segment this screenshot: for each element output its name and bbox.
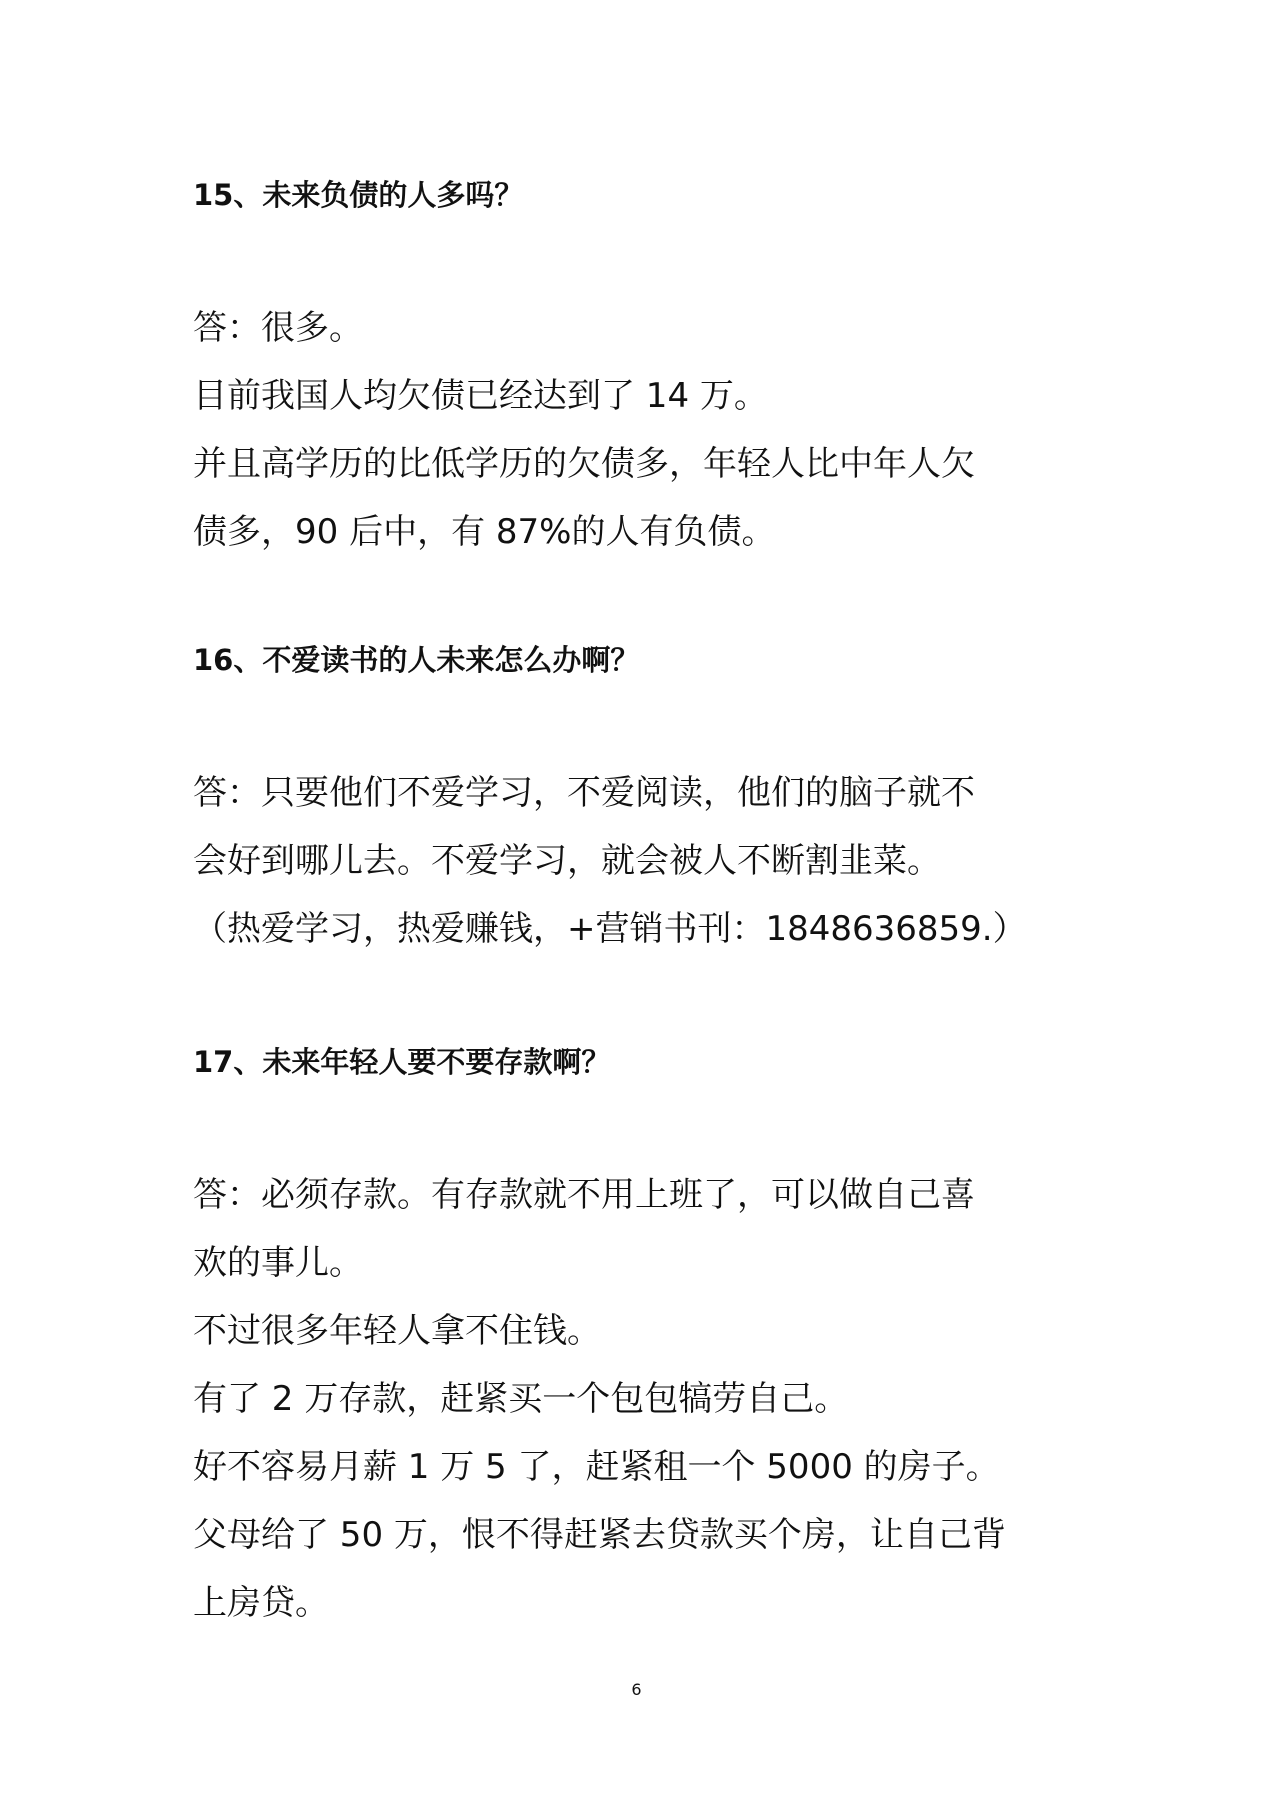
- question-17-heading: 17、未来年轻人要不要存款啊？: [193, 1045, 611, 1079]
- answer-line: 会好到哪儿去。不爱学习，就会被人不断割韭菜。: [193, 841, 941, 881]
- page-number: 6: [631, 1680, 642, 1699]
- answer-15: [193, 294, 1093, 566]
- answer-line: 有了 2 万存款，赶紧买一个包包犒劳自己。: [193, 1379, 849, 1419]
- answer-line: 欢的事儿。: [193, 1243, 363, 1283]
- answer-16: [193, 759, 1093, 963]
- answer-17: [193, 1161, 1093, 1637]
- question-15-heading: 15、未来负债的人多吗？: [193, 178, 524, 212]
- answer-line: 上房贷。: [193, 1583, 329, 1623]
- answer-line: 债多，90 后中，有 87%的人有负债。: [193, 512, 776, 552]
- answer-line: （热爱学习，热爱赚钱，+营销书刊：1848636859.）: [193, 909, 1027, 949]
- answer-line: 好不容易月薪 1 万 5 了，赶紧租一个 5000 的房子。: [193, 1447, 1000, 1487]
- answer-line: 答：必须存款。有存款就不用上班了，可以做自己喜: [193, 1175, 975, 1215]
- answer-line: 目前我国人均欠债已经达到了 14 万。: [193, 376, 768, 416]
- answer-line: 答：很多。: [193, 308, 363, 348]
- answer-line: 并且高学历的比低学历的欠债多，年轻人比中年人欠: [193, 444, 975, 484]
- question-16-heading: 16、不爱读书的人未来怎么办啊？: [193, 643, 640, 677]
- answer-line: 父母给了 50 万，恨不得赶紧去贷款买个房，让自己背: [193, 1515, 1006, 1555]
- answer-line: 答：只要他们不爱学习，不爱阅读，他们的脑子就不: [193, 773, 975, 813]
- answer-line: 不过很多年轻人拿不住钱。: [193, 1311, 601, 1351]
